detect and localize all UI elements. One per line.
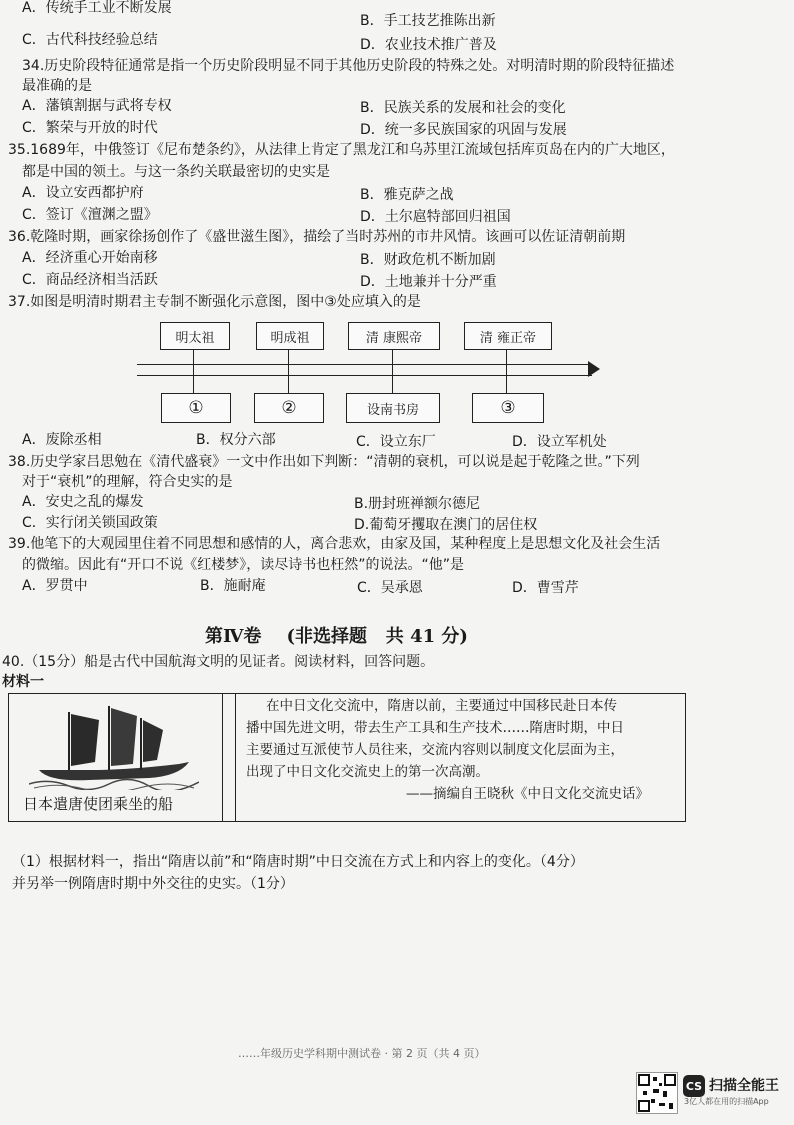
qr-code: [636, 1072, 678, 1114]
q36-stem: 36.乾隆时期，画家徐扬创作了《盛世滋生图》，描绘了当时苏州的市井风情。该画可以佐证清朝前期: [8, 229, 626, 245]
material-1-line: 出现了中日文化交流史上的第一次高潮。: [246, 764, 489, 780]
timeline-box-yongzheng: 清 雍正帝: [464, 322, 552, 350]
q38-stem-line2: 对于“衰机”的理解，符合史实的是: [22, 474, 233, 490]
q34-option-c: C．繁荣与开放的时代: [22, 120, 158, 136]
material-1-label: 材料一: [2, 674, 44, 690]
q37-option-c: C．设立东厂: [356, 434, 436, 450]
material-1-source: ——摘编自王晓秋《中日文化交流史话》: [406, 786, 649, 802]
q36-option-d: D．土地兼并十分严重: [360, 274, 497, 290]
timeline-box-1: ①: [161, 393, 231, 423]
scanner-tagline: 3亿人都在用的扫描App: [684, 1097, 769, 1106]
material-1-text-panel: [235, 694, 686, 821]
q35-stem-line2: 都是中国的领土。与这一条约关联最密切的史实是: [22, 164, 330, 180]
material-1-line: 播中国先进文明，带去生产工具和生产技术……隋唐时期，中日: [246, 720, 624, 736]
q40-stem: 40.（15分）船是古代中国航海文明的见证者。阅读材料，回答问题。: [2, 654, 435, 670]
timeline-arrow: [137, 364, 592, 376]
q40-sub1-line2: 并另举一例隋唐时期中外交往的史实。（1分）: [12, 876, 294, 892]
q38-stem-line1: 38.历史学家吕思勉在《清代盛衰》一文中作出如下判断：“清朝的衰机，可以说是起于乾隆之世。”下列: [8, 454, 640, 470]
timeline-box-2: ②: [254, 393, 324, 423]
q34-option-b: B．民族关系的发展和社会的变化: [360, 100, 566, 116]
q37-option-d: D．设立军机处: [512, 434, 607, 450]
page-footer: ……年级历史学科期中测试卷 · 第 2 页（共 4 页）: [238, 1047, 486, 1060]
q37-stem: 37.如图是明清时期君主专制不断强化示意图，图中③处应填入的是: [8, 294, 421, 310]
q39-stem-line2: 的微缩。因此有“开口不说《红楼梦》，读尽诗书也枉然”的说法。“他”是: [22, 557, 465, 573]
section-4-title: 第Ⅳ卷 (非选择题 共 41 分): [205, 626, 468, 647]
q39-option-d: D．曹雪芹: [512, 580, 579, 596]
timeline-box-ming-chengzu: 明成祖: [256, 322, 324, 350]
q39-stem-line1: 39.他笔下的大观园里住着不同思想和感情的人，离合悲欢，由家及国，某种程度上是思想文化及社会生活: [8, 536, 661, 552]
q38-option-c: C．实行闭关锁国政策: [22, 515, 158, 531]
q33-option-c: C．古代科技经验总结: [22, 32, 158, 48]
timeline-box-kangxi: 清 康熙帝: [348, 322, 440, 350]
q35-option-a: A．设立安西都护府: [22, 185, 144, 201]
q33-option-d: D．农业技术推广普及: [360, 37, 497, 53]
tang-ship-illustration: [29, 700, 199, 790]
q34-option-d: D．统一多民族国家的巩固与发展: [360, 122, 567, 138]
q33-option-a: A．传统手工业不断发展: [22, 0, 172, 16]
q35-option-b: B．雅克萨之战: [360, 187, 454, 203]
q35-option-c: C．签订《澶渊之盟》: [22, 207, 158, 223]
q37-option-b: B．权分六部: [196, 432, 276, 448]
material-1-image-panel: [9, 694, 223, 821]
q36-option-b: B．财政危机不断加剧: [360, 252, 496, 268]
q39-option-c: C．吴承恩: [357, 580, 423, 596]
q36-option-c: C．商品经济相当活跃: [22, 272, 158, 288]
material-1-line: 在中日文化交流中，隋唐以前，主要通过中国移民赴日本传: [266, 698, 617, 714]
q40-sub1-line1: （1）根据材料一，指出“隋唐以前”和“隋唐时期”中日交流在方式上和内容上的变化。（4分）: [12, 854, 584, 870]
q35-option-d: D．土尔扈特部回归祖国: [360, 209, 511, 225]
q33-option-b: B．手工技艺推陈出新: [360, 13, 496, 29]
timeline-arrow-head: [588, 361, 600, 377]
q39-option-b: B．施耐庵: [200, 578, 266, 594]
timeline-box-nanshufang: 设南书房: [346, 393, 440, 423]
q34-stem-line1: 34.历史阶段特征通常是指一个历史阶段明显不同于其他历史阶段的特殊之处。对明清时期的阶段特征描述: [22, 58, 675, 74]
material-1-image-caption: 日本遣唐使团乘坐的船: [23, 795, 174, 813]
q38-option-a: A．安史之乱的爆发: [22, 494, 144, 510]
q35-stem-line1: 35.1689年，中俄签订《尼布楚条约》，从法律上肯定了黑龙江和乌苏里江流域包括库页岛在内的广大地区，: [8, 142, 675, 158]
q39-option-a: A．罗贯中: [22, 578, 88, 594]
camscanner-logo: CS: [683, 1075, 705, 1097]
material-1-line: 主要通过互派使节人员往来，交流内容则以制度文化层面为主，: [246, 742, 624, 758]
timeline-box-3: ③: [472, 393, 544, 423]
q38-option-b: B.册封班禅额尔德尼: [354, 496, 481, 512]
q37-option-a: A．废除丞相: [22, 432, 102, 448]
timeline-box-ming-taizu: 明太祖: [160, 322, 230, 350]
material-1-box: [8, 693, 686, 822]
scanner-app-name: 扫描全能王: [709, 1078, 779, 1094]
q38-option-d: D.葡萄牙攫取在澳门的居住权: [354, 517, 538, 533]
q34-stem-line2: 最准确的是: [22, 78, 92, 94]
q36-option-a: A．经济重心开始南移: [22, 250, 158, 266]
q34-option-a: A．藩镇割据与武将专权: [22, 98, 172, 114]
